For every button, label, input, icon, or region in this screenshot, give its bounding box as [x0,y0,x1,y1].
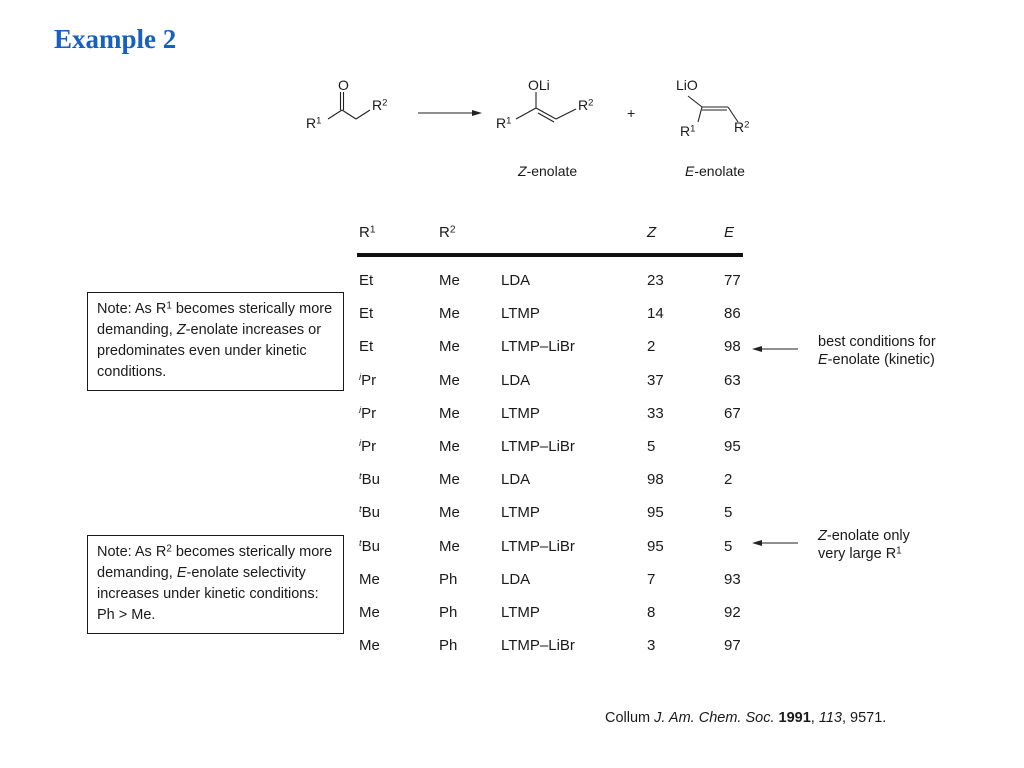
table-row [357,372,757,394]
cell-r2: Ph [439,604,458,621]
cell-base: LDA [501,471,531,489]
cell-base: LDA [501,570,531,588]
cell-z: 3 [647,637,656,655]
cell-r2: Me [439,305,460,323]
cell-e: 63 [724,371,741,389]
best-conditions-annotation: best conditions for E-enolate (kinetic) [818,334,936,368]
cell-r1: Me [359,604,380,621]
ketone-r2-label: $R^2$ [372,97,388,113]
cell-r1: $^i$Pr [359,404,377,422]
cell-r1: Et [359,272,374,289]
header-rule [357,253,743,257]
table-row [357,637,757,659]
table-row [357,272,757,294]
header-z: Z [647,224,657,241]
table-row [357,538,757,560]
cell-z: 95 [647,504,664,522]
cell-z: 98 [647,471,664,489]
cell-z: 14 [647,305,664,323]
header-r2: $R^2$ [439,224,456,241]
table-row [357,438,757,460]
cell-z: 33 [647,404,664,422]
cell-e: 93 [724,570,741,588]
cell-z: 37 [647,371,664,389]
cell-z: 5 [647,438,656,455]
table-row [357,338,757,360]
z-enolate-only-annotation: Z-enolate only very large $R^1$ [818,528,910,562]
cell-z: 7 [647,570,656,588]
z-enolate-r2-label: $R^2$ [578,97,594,113]
cell-r2: Me [439,371,460,389]
page-title: Example 2 [54,24,177,54]
cell-r1: Et [359,338,374,356]
note-r1-box: Note: As $R^1$ becomes sterically more demanding, Z-enolate increases or predominates even under kinetic conditions. [87,292,344,391]
cell-r2: Me [439,438,460,455]
cell-e: 92 [724,604,741,621]
e-enolate-lio-label: LiO [676,77,698,93]
table-row [357,571,757,593]
table-row [357,504,757,526]
cell-e: 5 [724,504,733,522]
cell-e: 5 [724,537,733,555]
cell-e: 95 [724,438,741,455]
cell-r2: Ph [439,637,458,655]
cell-r1: Et [359,305,374,323]
z-enolate-caption: Z-enolate [518,163,578,179]
table-header [357,224,743,254]
best-conditions-arrow [752,343,800,355]
cell-r1: $^t$Bu [359,537,380,555]
cell-r2: Me [439,272,460,289]
cell-r1: $^t$Bu [359,471,380,489]
plus-sign: + [627,105,636,121]
ketone-r1-label: $R^1$ [306,115,322,131]
reaction-scheme [290,72,770,182]
cell-r2: Me [439,404,460,422]
cell-e: 98 [724,338,741,356]
z-enolate-only-arrow [752,537,800,549]
header-e: E [724,224,735,241]
e-enolate-r1-label: $R^1$ [680,123,696,139]
e-enolate-caption: E-enolate [685,163,745,179]
cell-z: 23 [647,272,664,289]
cell-base: LTMP–LiBr [501,537,575,555]
cell-e: 2 [724,471,733,489]
cell-base: LTMP–LiBr [501,637,575,655]
cell-e: 86 [724,305,741,323]
cell-z: 8 [647,604,656,621]
z-enolate-r1-label: $R^1$ [496,115,512,131]
cell-z: 95 [647,537,664,555]
citation: Collum J. Am. Chem. Soc. 1991, 113, 9571. [605,710,887,726]
cell-base: LTMP [501,305,540,323]
header-r1: $R^1$ [359,224,376,241]
note-r2-box: Note: As $R^2$ becomes sterically more demanding, E-enolate selectivity increases under kinetic conditions: Ph > Me. [87,535,344,634]
cell-r2: Me [439,338,460,356]
cell-r2: Me [439,537,460,555]
cell-z: 2 [647,338,656,356]
cell-r2: Ph [439,570,458,588]
cell-r1: $^i$Pr [359,371,377,389]
cell-r2: Me [439,471,460,489]
cell-e: 67 [724,404,741,422]
cell-base: LDA [501,272,531,289]
cell-e: 97 [724,637,741,655]
ketone-oxygen-label: O [338,77,349,93]
cell-base: LTMP–LiBr [501,338,575,356]
cell-base: LDA [501,371,531,389]
z-enolate-oli-label: OLi [528,77,550,93]
cell-r1: $^t$Bu [359,504,380,522]
cell-r1: $^i$Pr [359,437,377,455]
table-row [357,305,757,327]
cell-r1: Me [359,570,380,588]
cell-base: LTMP [501,604,540,621]
cell-base: LTMP–LiBr [501,438,575,455]
table-row [357,471,757,493]
table-row [357,405,757,427]
cell-e: 77 [724,272,741,289]
cell-r2: Me [439,504,460,522]
cell-base: LTMP [501,504,540,522]
cell-r1: Me [359,637,380,655]
cell-base: LTMP [501,404,540,422]
e-enolate-r2-label: $R^2$ [734,119,750,135]
table-row [357,604,757,626]
